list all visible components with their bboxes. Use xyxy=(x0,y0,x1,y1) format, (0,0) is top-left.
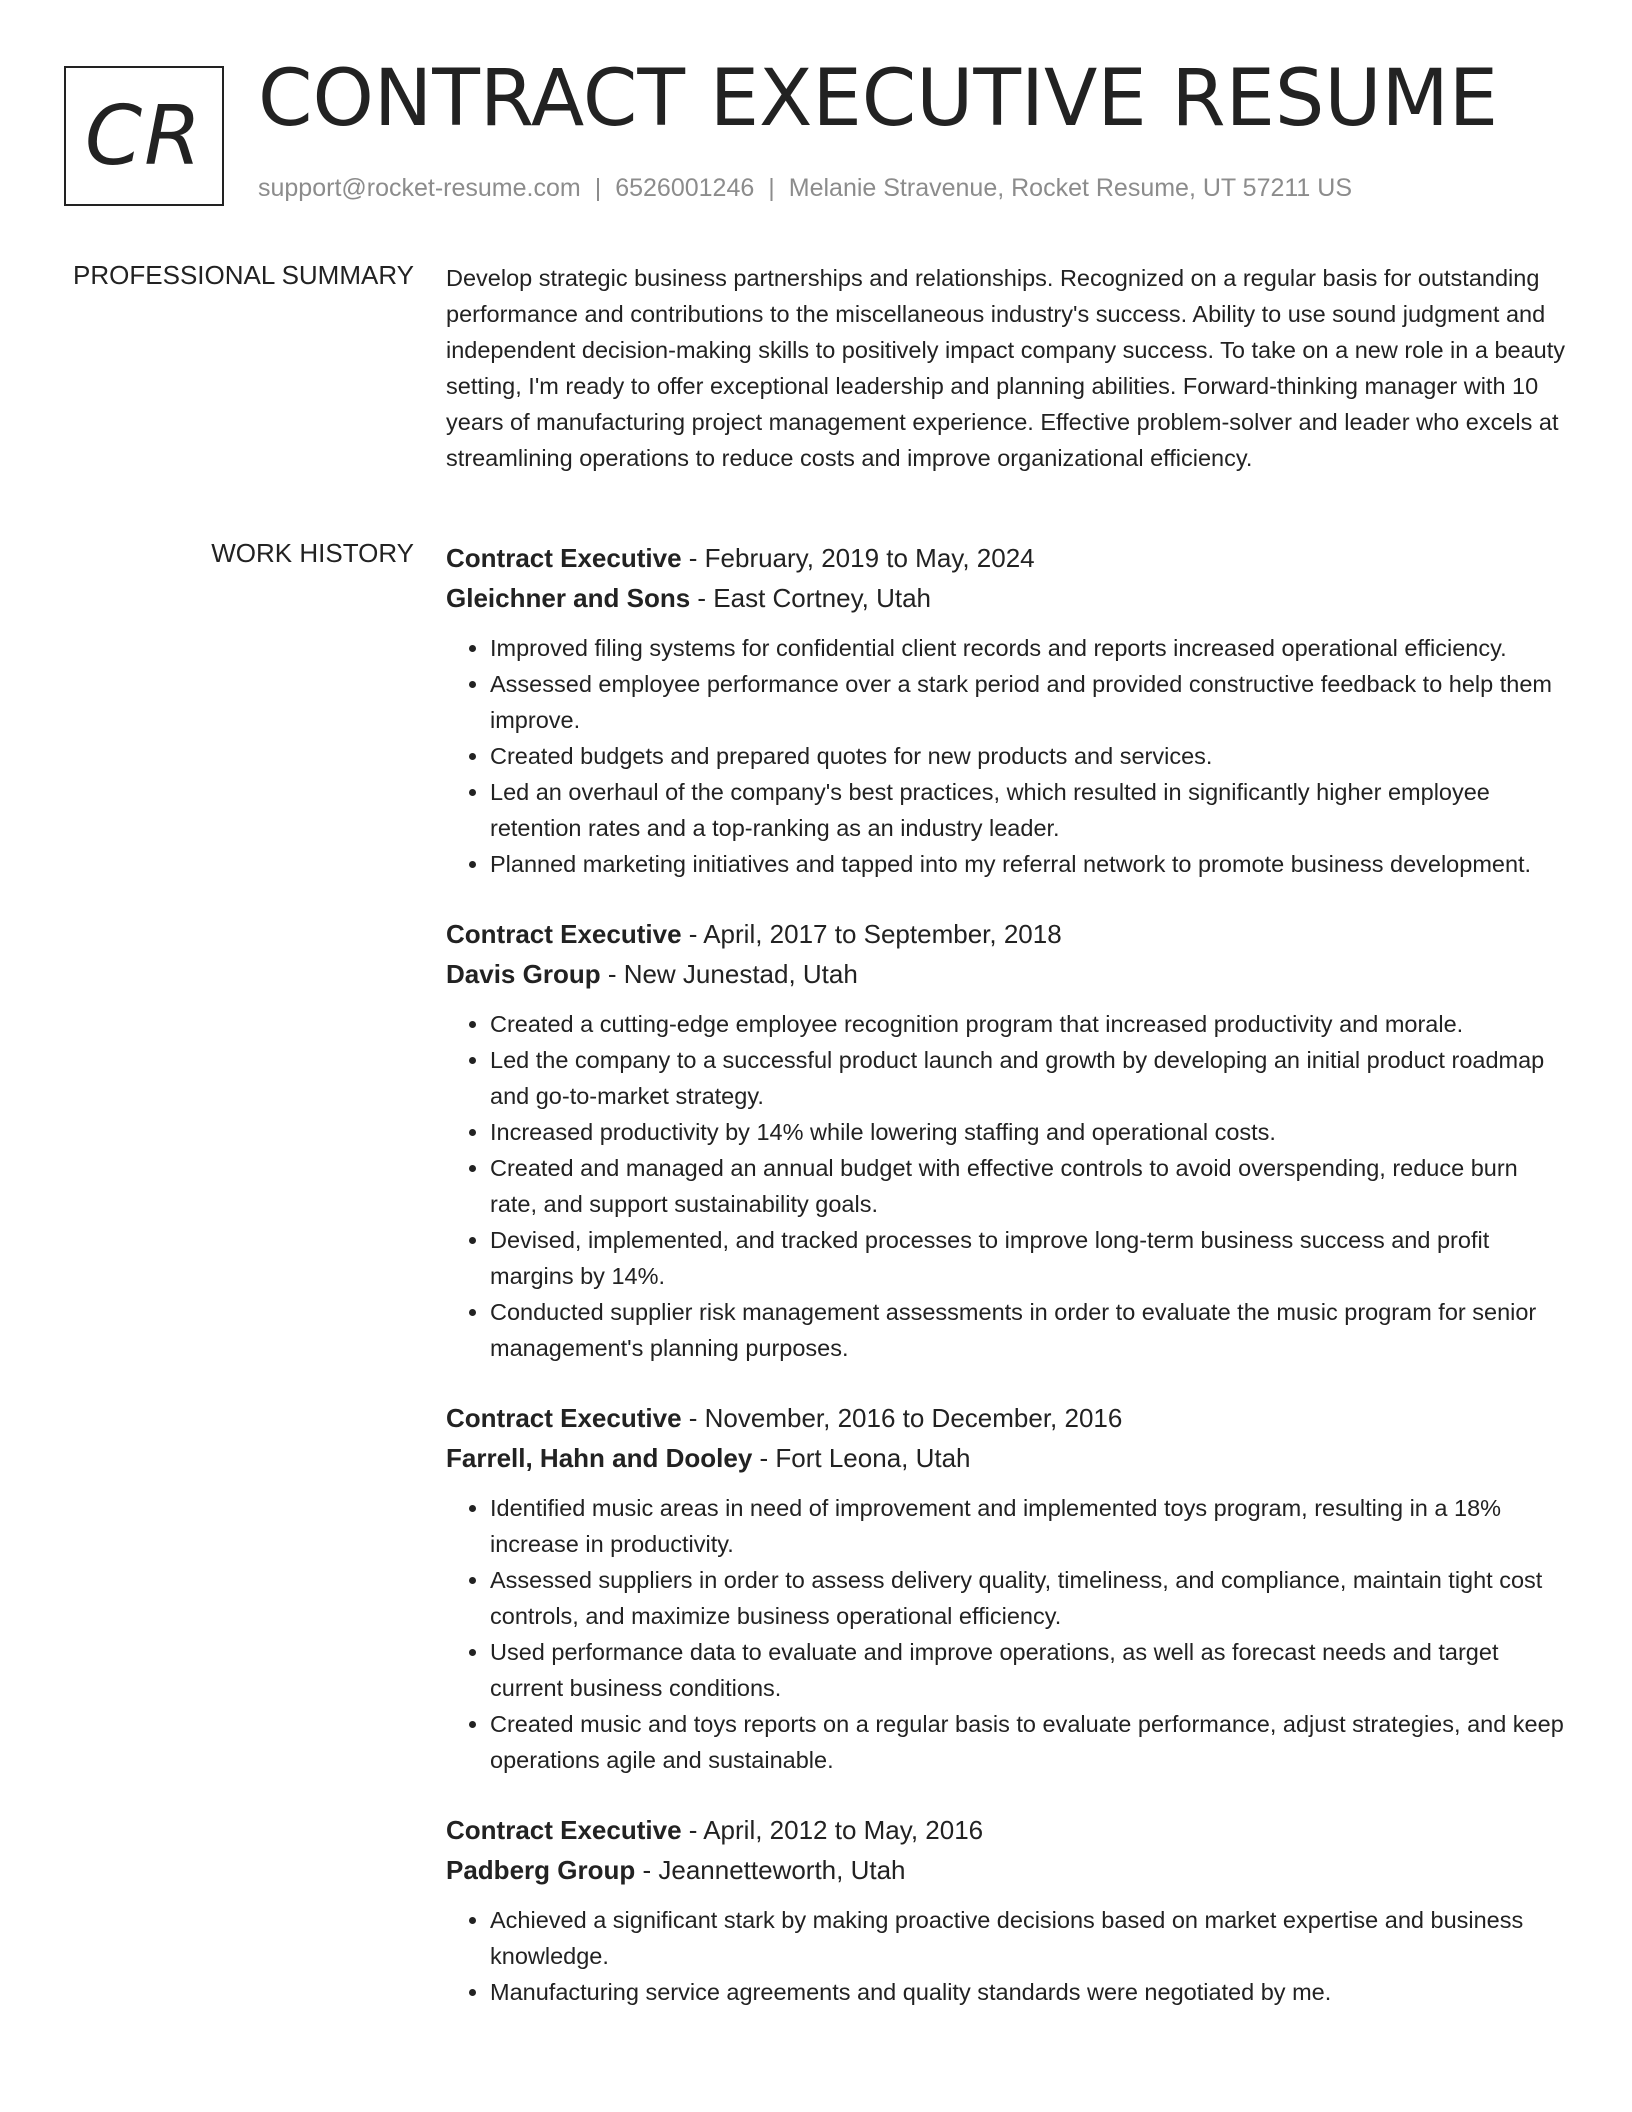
job-bullet: • Achieved a significant stark by making proactive decisions based on market expertise and business knowledge. xyxy=(490,1902,1566,1974)
job-bullets xyxy=(446,1902,1566,2010)
section-label-summary: PROFESSIONAL SUMMARY xyxy=(73,260,414,290)
job-title: Contract Executive xyxy=(446,919,682,949)
job-bullet: • Created music and toys reports on a regular basis to evaluate performance, adjust strategies, and keep operations agile and sustainable. xyxy=(490,1706,1566,1778)
job-location: - East Cortney, Utah xyxy=(690,583,932,613)
monogram-logo xyxy=(64,66,224,206)
job-title: Contract Executive xyxy=(446,1403,682,1433)
job-bullets xyxy=(446,1006,1566,1366)
job-location: - New Junestad, Utah xyxy=(600,959,858,989)
job-company: Davis Group xyxy=(446,959,601,989)
job-entry xyxy=(446,914,1566,1366)
job-location: - Jeannetteworth, Utah xyxy=(635,1855,906,1885)
job-title: Contract Executive xyxy=(446,543,682,573)
job-title: Contract Executive xyxy=(446,1815,682,1845)
job-company-line xyxy=(446,1438,1566,1478)
job-bullet: • Led the company to a successful product launch and growth by developing an initial product roadmap and go-to-market strategy. xyxy=(490,1042,1566,1114)
job-bullets xyxy=(446,630,1566,882)
job-entry xyxy=(446,1398,1566,1778)
job-bullet: • Used performance data to evaluate and improve operations, as well as forecast needs and target current business conditions. xyxy=(490,1634,1566,1706)
job-dates: - April, 2012 to May, 2016 xyxy=(681,1815,984,1845)
job-title-line xyxy=(446,1398,1566,1438)
job-title-line xyxy=(446,538,1566,578)
summary-text: Develop strategic business partnerships and relationships. Recognized on a regular basis for outstanding performance and contributions to the miscellaneous industry's success. Ability to use sound judgment and independent decision-making skills to positively impact company success. To take on a new role in a beauty setting, I'm ready to offer exceptional leadership and planning abilities. Forward-thinking manager with 10 years of manufacturing project management experience. Effective problem-solver and leader who excels at streamlining operations to reduce costs and improve organizational efficiency. xyxy=(446,265,1566,471)
job-bullet: • Conducted supplier risk management assessments in order to evaluate the music program for senior management's planning purposes. xyxy=(490,1294,1566,1366)
job-bullet: • Created a cutting-edge employee recognition program that increased productivity and morale. xyxy=(490,1006,1566,1042)
job-company: Gleichner and Sons xyxy=(446,583,691,613)
contact-separator: | xyxy=(768,174,775,202)
job-bullets xyxy=(446,1490,1566,1778)
job-bullet: • Led an overhaul of the company's best practices, which resulted in significantly higher employee retention rates and a top-ranking as an industry leader. xyxy=(490,774,1566,846)
job-company-line xyxy=(446,1850,1566,1890)
section-label-work-history: WORK HISTORY xyxy=(211,538,414,568)
job-title-line xyxy=(446,1810,1566,1850)
monogram-initials: CR xyxy=(84,88,204,184)
contact-line xyxy=(258,174,1352,203)
job-company-line xyxy=(446,954,1566,994)
job-bullet: • Created budgets and prepared quotes for new products and services. xyxy=(490,738,1566,774)
job-dates: - April, 2017 to September, 2018 xyxy=(681,919,1062,949)
contact-phone: 6526001246 xyxy=(615,174,755,202)
job-bullet: • Created and managed an annual budget with effective controls to avoid overspending, reduce burn rate, and support sustainability goals. xyxy=(490,1150,1566,1222)
job-list xyxy=(446,538,1566,2042)
job-bullet: • Devised, implemented, and tracked processes to improve long-term business success and profit margins by 14%. xyxy=(490,1222,1566,1294)
job-title-line xyxy=(446,914,1566,954)
job-company: Padberg Group xyxy=(446,1855,636,1885)
job-entry xyxy=(446,538,1566,882)
job-bullet: • Manufacturing service agreements and quality standards were negotiated by me. xyxy=(490,1974,1566,2010)
job-location: - Fort Leona, Utah xyxy=(752,1443,971,1473)
contact-address: Melanie Stravenue, Rocket Resume, UT 57211 US xyxy=(788,174,1353,202)
job-company-line xyxy=(446,578,1566,618)
job-bullet: • Assessed suppliers in order to assess delivery quality, timeliness, and compliance, maintain tight cost controls, and maximize business operational efficiency. xyxy=(490,1562,1566,1634)
contact-email: support@rocket-resume.com xyxy=(258,174,581,202)
contact-separator: | xyxy=(594,174,602,202)
job-bullet: • Planned marketing initiatives and tapped into my referral network to promote business development. xyxy=(490,846,1566,882)
job-bullet: • Assessed employee performance over a stark period and provided constructive feedback to help them improve. xyxy=(490,666,1566,738)
resume-title: CONTRACT EXECUTIVE RESUME xyxy=(258,54,1499,144)
job-bullet: • Increased productivity by 14% while lowering staffing and operational costs. xyxy=(490,1114,1566,1150)
job-bullet: • Identified music areas in need of improvement and implemented toys program, resulting in a 18% increase in productivity. xyxy=(490,1490,1566,1562)
job-entry xyxy=(446,1810,1566,2010)
job-company: Farrell, Hahn and Dooley xyxy=(446,1443,753,1473)
job-dates: - November, 2016 to December, 2016 xyxy=(681,1403,1123,1433)
job-dates: - February, 2019 to May, 2024 xyxy=(681,543,1035,573)
job-bullet: • Improved filing systems for confidential client records and reports increased operational efficiency. xyxy=(490,630,1566,666)
